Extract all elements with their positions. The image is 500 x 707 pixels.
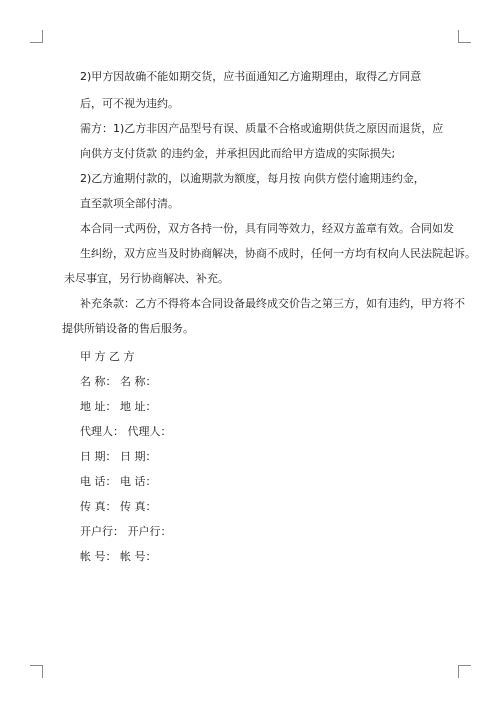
signature-agent-row: 代理人： 代理人： xyxy=(80,425,172,438)
clause-buyer-late-payment: 2)乙方逾期付款的，以逾期款为额度，每月按 向供方偿付逾期违约金， xyxy=(80,172,425,185)
crop-mark-top-left xyxy=(30,30,43,43)
signature-phone-row: 电 话： 电 话： xyxy=(80,475,157,488)
clause-supplementary: 补充条款：乙方不得将本合同设备最终成交价告之第三方，如有违约，甲方将不 xyxy=(80,297,465,310)
clause-other-matters: 未尽事宜，另行协商解决、补充。 xyxy=(64,272,229,285)
crop-mark-top-right xyxy=(458,30,471,43)
clause-buyer-return-cont: 向供方支付货款 的违约金，并承担因此而给甲方造成的实际损失; xyxy=(80,147,396,160)
signature-party-header: 甲 方 乙 方 xyxy=(80,350,135,363)
signature-bank-row: 开户行： 开户行： xyxy=(80,525,172,538)
signature-name-row: 名 称： 名 称： xyxy=(80,375,157,388)
crop-mark-bottom-left xyxy=(30,665,43,678)
crop-mark-bottom-right xyxy=(458,665,471,678)
clause-copies: 本合同一式两份，双方各持一份，具有同等效力，经双方盖章有效。合同如发 xyxy=(80,222,454,235)
clause-buyer-late-payment-cont: 直至款项全部付清。 xyxy=(80,197,179,210)
signature-address-row: 地 址： 地 址： xyxy=(80,400,157,413)
clause-supplementary-cont: 提供所销设备的售后服务。 xyxy=(62,322,194,335)
clause-buyer-return: 需方：1)乙方非因产品型号有误、质量不合格或逾期供货之原因而退货，应 xyxy=(80,122,444,135)
signature-fax-row: 传 真： 传 真： xyxy=(80,500,157,513)
signature-account-row: 帐 号： 帐 号： xyxy=(80,550,157,563)
clause-supplier-delay: 2)甲方因故确不能如期交货，应书面通知乙方逾期理由，取得乙方同意 xyxy=(80,70,422,83)
clause-supplier-delay-cont: 后，可不视为违约。 xyxy=(80,97,179,110)
signature-date-row: 日 期： 日 期： xyxy=(80,450,157,463)
clause-disputes: 生纠纷，双方应当及时协商解决，协商不成时，任何一方均有权向人民法院起诉。 xyxy=(80,247,476,260)
